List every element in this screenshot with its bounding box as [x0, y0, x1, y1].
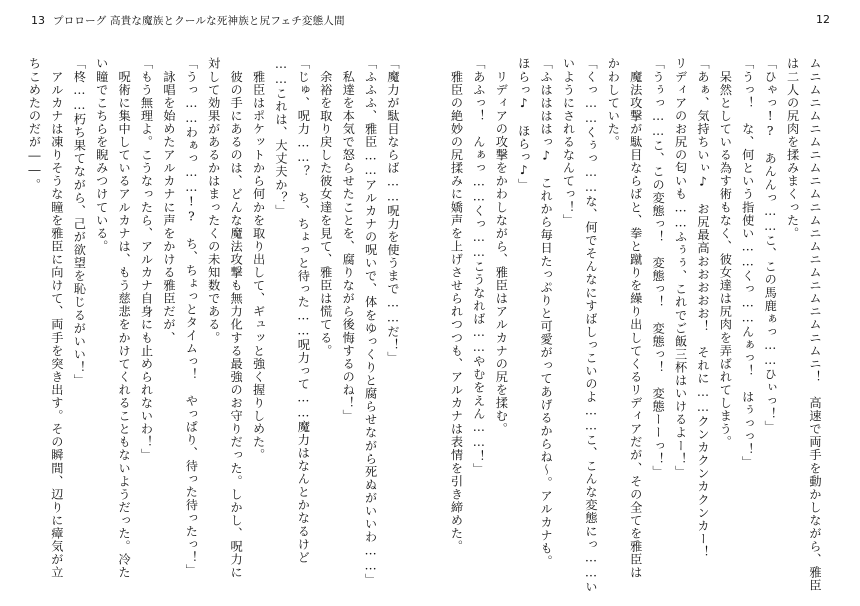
text-line: 詠唱を始めたアルカナに声をかける雅臣だが、 [161, 57, 176, 345]
right-page-header [816, 13, 830, 26]
right-page-body [449, 57, 826, 597]
text-line: リディアの攻撃をかわしながら、雅臣はアルカナの尻を揉む。 [494, 57, 509, 436]
text-line: 私達を本気で怒らせたことを、腐りながら後悔するのね！」 [341, 57, 356, 423]
text-line: 雅臣の絶妙の尻揉みに嬌声を上げさせられつつも、アルカナは表情を引き締めた。 [449, 57, 464, 553]
text-line: 「ふふふ、雅臣……アルカナの呪いで、体をゆっくりと腐らせながら死ぬがいいわ……」 [363, 57, 378, 587]
text-line: ムニムニムニムニムニムニムニムニムニムニムニムニ！ 高速で両手を動かしながら、雅臣 [808, 57, 822, 593]
text-line: 「うっ！ な、何という指使い……くっ……んぁっ！ はぅっっ！」 [740, 57, 755, 469]
text-line: リディアのお尻の匂いも……ふぅぅ、これでご飯三杯はいけるよー！」 [673, 57, 688, 479]
text-line: 「ふははははっ♪ これから毎日たっぷりと可愛がってあげるからね〜。アルカナも。 [539, 57, 554, 568]
left-page-body [27, 57, 404, 597]
text-line: ……これは、大丈夫か？」 [273, 57, 288, 218]
text-line: 「くっ……くぅっ……な、何でそんなにすばしっこいのよ……こ、こんな変態にっ……い [583, 57, 598, 594]
text-line: 呆然としている為す術もなく、彼女達は尻肉を弄ばれてしまう。 [718, 57, 733, 449]
text-line: いようにされるなんてっ！」 [561, 57, 576, 227]
text-line: 「うぅっ……こ、この変態っ！ 変態っ！ 変態っ！ 変態ーーっ！」 [651, 57, 666, 479]
text-line: 「うっ……わぁっ……!? ち、ちょっとタイムっ！ やっぱり、待った待ったっ！」 [184, 57, 199, 577]
text-line: 彼の手にあるのは、どんな魔法攻撃も無力化する最強のお守りだった。しかし、呪力に [229, 57, 244, 579]
text-line: は二人の尻肉を揉みまくった。 [785, 57, 800, 240]
text-line: 余裕を取り戻した彼女達を見て、雅臣は慌てる。 [318, 57, 333, 358]
text-line: 呪術に集中しているアルカナは、もう慈悲をかけてくれることもないようだった。冷た [117, 57, 132, 579]
text-line: い瞳でこちらを睨みつけている。 [94, 57, 109, 253]
left-page-number: 13 [31, 14, 45, 27]
left-page-header [31, 13, 345, 28]
text-line: 対して効果があるかはまったくの未知数である。 [206, 57, 221, 345]
right-page-number: 12 [816, 13, 830, 26]
right-page [430, 0, 860, 606]
text-line: 「あふっ！ んぁっ……くっ……こうなれば……やむをえん……！」 [471, 57, 486, 476]
text-line: ほらっ♪ ほらっ♪」 [516, 57, 531, 192]
text-line: 「じゅ、呪力……？ ち、ちょっと待った……呪力って……魔力はなんとかなるけど [296, 57, 311, 564]
text-line: 「もう無理よ。こうなったら、アルカナ自身にも止められないわ！」 [139, 57, 154, 462]
chapter-title: プロローグ 高貴な魔族とクールな死神族と尻フェチ変態人間 [53, 15, 345, 27]
text-line: 「魔力が駄目ならば……呪力を使うまで……だ！」 [386, 57, 400, 365]
text-line: ちこめたのだが――。 [27, 57, 42, 192]
text-line: 「ひゃっ!? あんんっ……こ、この馬鹿ぁっ……ひぃっ！」 [763, 57, 778, 434]
text-line: 「あぁ、気持ちいぃ♪ お尻最高おおおおお！ それに……クンカクンカクンカー！ [695, 57, 710, 559]
text-line: 魔法攻撃が駄目ならばと、拳と蹴りを繰り出してくるリディアだが、その全てを雅臣は [628, 57, 643, 579]
text-line: かわしていた。 [606, 57, 621, 149]
text-line: アルカナは凍りそうな瞳を雅臣に向けて、両手を突き出す。その瞬間、辺りに瘴気が立 [49, 57, 64, 579]
text-line: 雅臣はポケットから何かを取り出して、ギュッと強く握りしめた。 [251, 57, 266, 462]
text-line: 「柊……朽ち果てながら、己が欲望を恥じるがいい！」 [72, 57, 87, 387]
